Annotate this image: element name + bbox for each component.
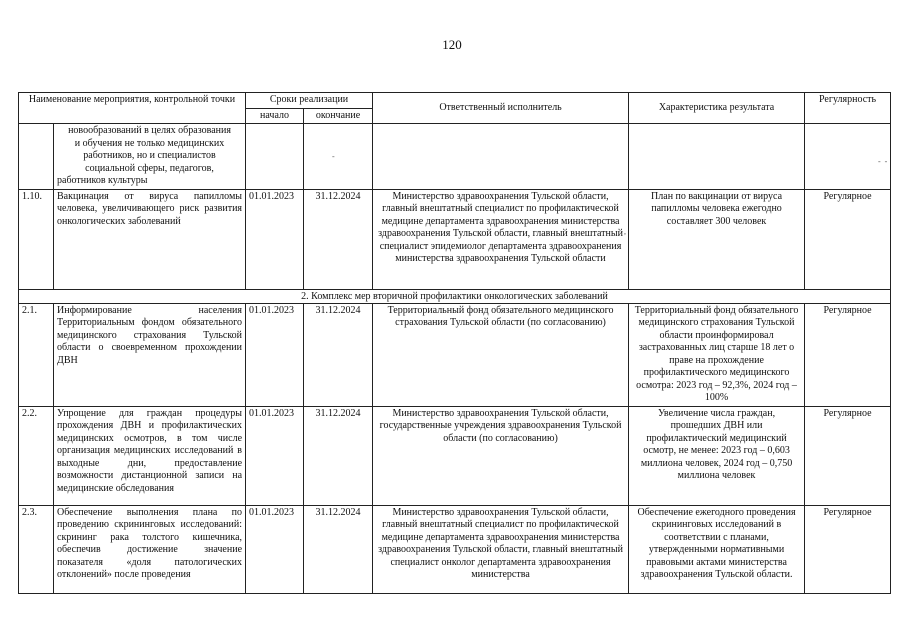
row-name: Упрощение для граждан процедуры прохождения ДВН и профилактических медицинских осмотров, в том числе организация медицинских исследований в выходные дни, предоставление возможности дистанционной записи на медицинские обследования <box>54 406 246 505</box>
row-result: Увеличение числа граждан, прошедших ДВН или профилактический медицинский осмотр, не менее: 2023 год – 0,603 миллиона человек, 2024 год – 0,750 миллиона человек <box>629 406 805 505</box>
section-title: 2. Комплекс мер вторичной профилактики онкологических заболеваний <box>19 289 891 303</box>
row-result: Обеспечение ежегодного проведения скрининговых исследований в соответствии с планами, утвержденными нормативными правовыми актами министерства здравоохранения Тульской области. <box>629 505 805 593</box>
row-regularity: Регулярное <box>805 189 891 289</box>
table-row <box>19 189 891 289</box>
table-row <box>19 406 891 505</box>
col-header-terms: Сроки реализации <box>246 93 373 109</box>
row-end: 31.12.2024 <box>304 303 373 406</box>
col-header-responsible: Ответственный исполнитель <box>373 93 629 124</box>
table-row <box>19 505 891 593</box>
row-number: 2.3. <box>19 505 54 593</box>
table-row <box>19 124 891 190</box>
row-name: Информирование населения Территориальным фондом обязательного медицинского страхования Тульской области о своевременном прохождении ДВН <box>54 303 246 406</box>
col-header-start: начало <box>246 108 304 124</box>
row-responsible: Министерство здравоохранения Тульской области, главный внештатный специалист по профилактической медицине департамента здравоохранения министерства здравоохранения Тульской области, главный внештатный специалист онколог департамента здравоохранения министерства <box>373 505 629 593</box>
page-number: 120 <box>442 37 462 52</box>
continuation-text: новообразований в целях образования и обучения не только медицинских работников, но и специалистов социальной сферы, педагогов, работников культуры <box>54 124 246 190</box>
table-row <box>19 303 891 406</box>
row-name: Обеспечение выполнения плана по проведению скрининговых исследований: скрининг рака толстого кишечника, обеспечив достижение значение показателя «доля патологических отклонений» после проведения <box>54 505 246 593</box>
col-header-name: Наименование мероприятия, контрольной точки <box>19 93 246 124</box>
row-number: 2.1. <box>19 303 54 406</box>
row-responsible: Территориальный фонд обязательного медицинского страхования Тульской области (по согласованию) <box>373 303 629 406</box>
row-result: План по вакцинации от вируса папилломы человека ежегодно составляет 300 человек <box>629 189 805 289</box>
row-name: Вакцинация от вируса папилломы человека, увеличивающего риск развития онкологических заболеваний <box>54 189 246 289</box>
row-number: 1.10. <box>19 189 54 289</box>
col-header-end: окончание <box>304 108 373 124</box>
scan-mark: - - <box>878 157 889 166</box>
plan-table <box>18 92 891 594</box>
col-header-regularity: Регулярность <box>805 93 891 124</box>
scan-mark: , <box>624 227 626 236</box>
row-start: 01.01.2023 <box>246 505 304 593</box>
row-start: 01.01.2023 <box>246 189 304 289</box>
row-number: 2.2. <box>19 406 54 505</box>
row-regularity: Регулярное <box>805 303 891 406</box>
row-end: 31.12.2024 <box>304 189 373 289</box>
section-row <box>19 289 891 303</box>
row-start: 01.01.2023 <box>246 303 304 406</box>
row-end: 31.12.2024 <box>304 406 373 505</box>
row-result: Территориальный фонд обязательного медицинского страхования Тульской области проинформировал застрахованных лиц старше 18 лет о праве на прохождение профилактического медицинского осмотра: 2023 год – 92,3%, 2024 год – 100% <box>629 303 805 406</box>
row-regularity: Регулярное <box>805 505 891 593</box>
col-header-result: Характеристика результата <box>629 93 805 124</box>
scan-mark: - <box>332 152 335 161</box>
row-responsible: Министерство здравоохранения Тульской области, государственные учреждения здравоохранения Тульской области (по согласованию) <box>373 406 629 505</box>
row-start: 01.01.2023 <box>246 406 304 505</box>
row-end: 31.12.2024 <box>304 505 373 593</box>
row-regularity: Регулярное <box>805 406 891 505</box>
row-responsible: Министерство здравоохранения Тульской области, главный внештатный специалист по профилактической медицине департамента здравоохранения министерства здравоохранения Тульской области, главный внештатный специалист эпидемиолог департамента здравоохранения министерства здравоохранения Тульской области <box>373 189 629 289</box>
